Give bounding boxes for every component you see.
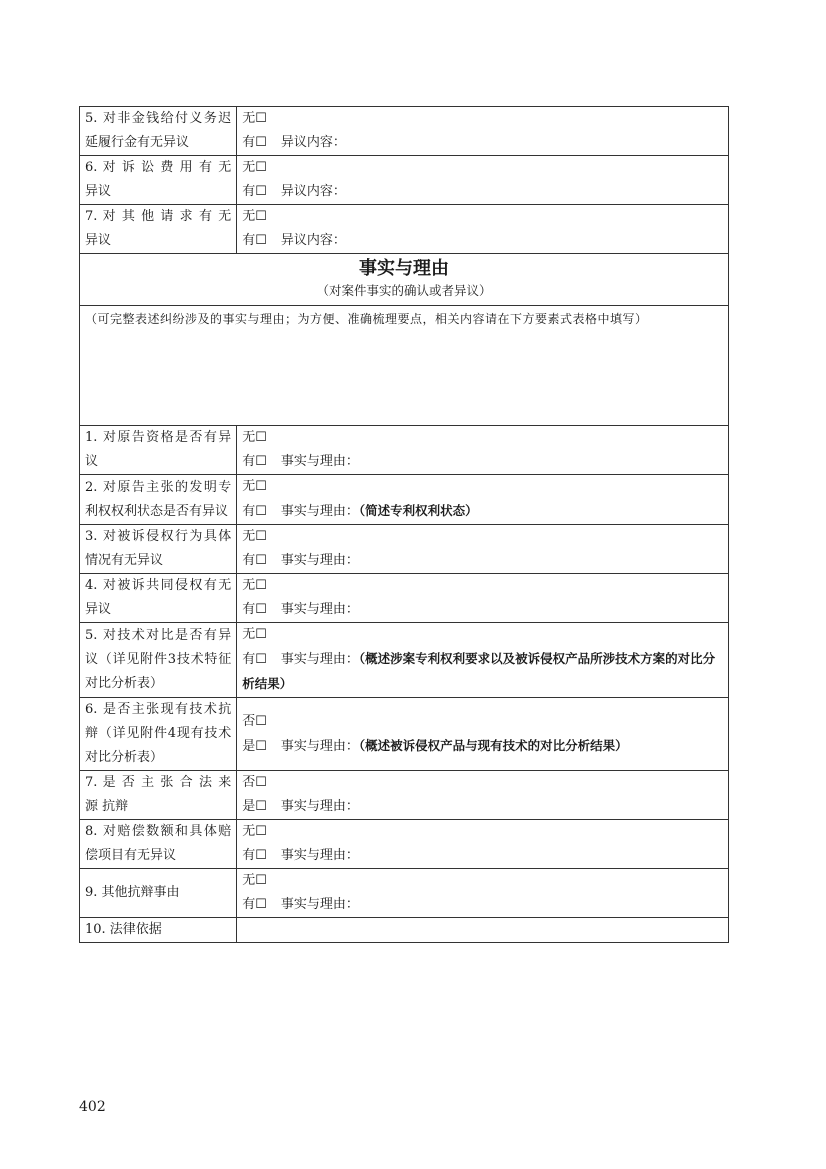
answer-cell [237,205,729,254]
reason-label: 事实与理由： [280,738,359,754]
reason-hint: （简述专利权利状态） [358,503,478,518]
reason-label: 事实与理由： [280,454,359,469]
answer-cell [237,623,729,698]
answer-cell [237,869,729,918]
table-row [80,623,729,698]
option-yes[interactable]: 是☐ [242,738,267,754]
reason-label: 事实与理由： [280,504,359,519]
answer-cell [237,771,729,820]
answer-cell [237,156,729,205]
row-label: 7. 是 否 主 张 合 法 来 源 抗辩 [80,771,237,820]
row-label: 9. 其他抗辩事由 [80,869,237,918]
row-label: 10. 法律依据 [80,918,237,943]
option-no[interactable]: 无☐ [242,209,267,224]
table-row [80,869,729,918]
reason-label: 事实与理由： [280,897,359,912]
option-no[interactable]: 无☐ [242,430,267,445]
answer-cell [237,525,729,574]
answer-cell [237,426,729,475]
row-label: 8. 对赔偿数额和具体赔偿项目有无异议 [80,820,237,869]
reason-label: 事实与理由： [280,848,359,863]
table-row [80,771,729,820]
option-yes[interactable]: 有☐ [242,454,267,469]
table-row [80,426,729,475]
table-row [80,918,729,943]
row-label: 2. 对原告主张的发明专利权权利状态是否有异议 [80,475,237,525]
table-row [80,156,729,205]
page-number: 402 [79,1099,106,1115]
table-row [80,698,729,771]
table-row [80,525,729,574]
row-label: 4. 对被诉共同侵权有无异议 [80,574,237,623]
option-no[interactable]: 无☐ [242,111,267,126]
row-label: 7. 对 其 他 请 求 有 无 异议 [80,205,237,254]
row-label: 5. 对技术对比是否有异议（详见附件3技术特征对比分析表） [80,623,237,698]
legal-basis-input[interactable] [237,918,729,943]
section-subtitle: （对案件事实的确认或者异议） [316,283,492,298]
row-label: 1. 对原告资格是否有异议 [80,426,237,475]
reason-label: 事实与理由： [280,553,359,568]
objection-label: 异议内容： [280,135,346,150]
option-no[interactable]: 无☐ [242,479,267,494]
option-yes[interactable]: 有☐ [242,897,267,912]
answer-cell [237,107,729,156]
option-no[interactable]: 无☐ [242,529,267,544]
option-yes[interactable]: 有☐ [242,553,267,568]
option-yes[interactable]: 有☐ [242,504,267,519]
defense-form [79,106,729,943]
section-header-row [80,254,729,306]
row-label: 5. 对非金钱给付义务迟延履行金有无异议 [80,107,237,156]
reason-label: 事实与理由： [280,652,359,667]
free-text-row [80,306,729,426]
table-row [80,475,729,525]
option-yes[interactable]: 是☐ [242,799,267,814]
row-label: 3. 对被诉侵权行为具体情况有无异议 [80,525,237,574]
free-text-area[interactable] [80,306,729,426]
option-no[interactable]: 无☐ [242,578,267,593]
option-yes[interactable]: 有☐ [242,184,267,199]
answer-cell [237,574,729,623]
answer-cell [237,820,729,869]
reason-hint: （概述被诉侵权产品与现有技术的对比分析结果） [358,737,628,753]
option-no[interactable]: 无☐ [242,873,267,888]
table-row [80,107,729,156]
table-row [80,574,729,623]
row-label: 6. 是否主张现有技术抗辩（详见附件4现有技术对比分析表） [80,698,237,771]
option-no[interactable]: 无☐ [242,627,267,642]
row-label: 6. 对 诉 讼 费 用 有 无 异议 [80,156,237,205]
reason-label: 事实与理由： [280,602,359,617]
option-yes[interactable]: 有☐ [242,848,267,863]
free-text-instructions: （可完整表述纠纷涉及的事实与理由；为方便、准确梳理要点，相关内容请在下方要素式表格中填写） [85,312,648,326]
form-table [79,106,729,943]
section-header [80,254,729,306]
reason-hint: （概述涉案专利权利要求以及被诉侵权产品所涉技术方案的对比分析结果） [242,651,716,691]
option-no[interactable]: 无☐ [242,824,267,839]
answer-cell [237,475,729,525]
option-yes[interactable]: 有☐ [242,233,267,248]
table-row [80,205,729,254]
option-no[interactable]: 无☐ [242,160,267,175]
option-yes[interactable]: 有☐ [242,652,267,667]
option-no[interactable]: 否☐ [242,713,267,729]
answer-cell [237,698,729,771]
option-yes[interactable]: 有☐ [242,602,267,617]
option-yes[interactable]: 有☐ [242,135,267,150]
section-title: 事实与理由 [359,258,449,279]
reason-label: 事实与理由： [280,799,359,814]
objection-label: 异议内容： [280,184,346,199]
table-row [80,820,729,869]
option-no[interactable]: 否☐ [242,775,267,790]
objection-label: 异议内容： [280,233,346,248]
